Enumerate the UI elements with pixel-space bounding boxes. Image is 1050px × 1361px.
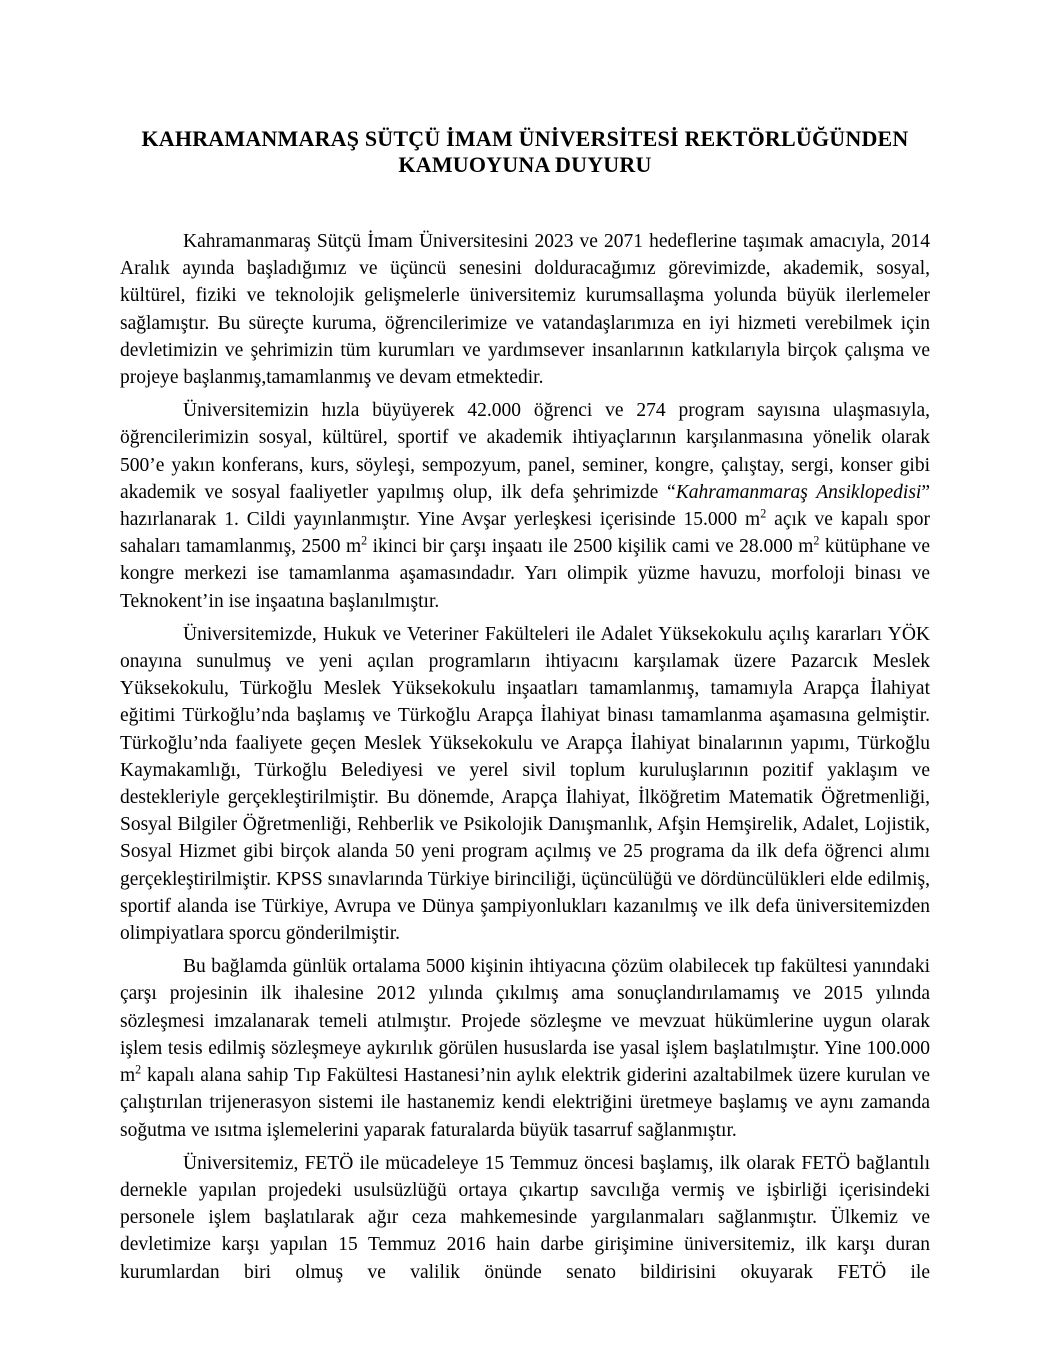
text-run: Üniversitemiz, FETÖ ile mücadeleye 15 Temmuz öncesi başlamış, ilk olarak FETÖ bağlantılı dernekle yapılan projedeki usulsüzlüğü ortaya çıkartıp savcılığa vermiş ve işbirliği içerisindeki personele işlem başlatılarak ağır ceza mahkemesinde yargılanmaları sağlanmıştır. Ülkemiz ve devletimize karşı yapılan 15 Temmuz 2016 hain darbe girişimine üniversitemiz, ilk karşı duran kurumlardan biri olmuş ve valilik önünde senato bildirisini okuyarak FETÖ ile bbox=[120, 1152, 930, 1283]
text-run: kapalı alana sahip Tıp Fakültesi Hastanesi’nin aylık elektrik giderini azaltabilmek üzere kurulan ve çalıştırılan trijenerasyon sistemi ile hastanemiz kendi elektriğini üretmeye başlamış ve aynı zamanda soğutma ve ısıtma işlemelerini yaparak faturalarda büyük tasarruf sağlanmıştır. bbox=[120, 1065, 930, 1141]
text-run: Bu bağlamda günlük ortalama 5000 kişinin ihtiyacına çözüm olabilecek tıp fakültesi yanındaki çarşı projesinin ilk ihalesine 2012 yılında çıkılmış ama sonuçlandırılamamış ve 2015 yılında sözleşmesi imzalanarak temeli atılmıştır. Projede sözleşme ve mevzuat hükümlerine uygun olarak işlem tesis edilmiş sözleşmeye aykırılık görülen hususlarda ise yasal işlem başlatılmıştır. Yine 100.000 m bbox=[120, 956, 930, 1087]
text-run-sup: 2 bbox=[813, 533, 820, 548]
text-run: Üniversitemizde, Hukuk ve Veteriner Fakülteleri ile Adalet Yüksekokulu açılış kararları YÖK onayına sunulmuş ve yeni açılan programların ihtiyacını karşılamak üzere Pazarcık Meslek Yüksekokulu, Türkoğlu Meslek Yüksekokulu inşaatları tamamlanmış, tamamıyla Arapça İlahiyat eğitimi Türkoğlu’nda başlamış ve Türkoğlu Arapça İlahiyat binası tamamlanma aşamasına gelmiştir. Türkoğlu’nda faaliyete geçen Meslek Yüksekokulu ve Arapça İlahiyat binalarının yapımı, Türkoğlu Kaymakamlığı, Türkoğlu Belediyesi ve yerel sivil toplum kuruluşlarının pozitif yaklaşım ve destekleriyle gerçekleştirilmiştir. Bu dönemde, Arapça İlahiyat, İlköğretim Matematik Öğretmenliği, Sosyal Bilgiler Öğretmenliği, Rehberlik ve Psikolojik Danışmanlık, Afşin Hemşirelik, Adalet, Lojistik, Sosyal Hizmet gibi birçok alanda 50 yeni program açılmış ve 25 programa da ilk defa öğrenci alımı gerçekleştirilmiştir. KPSS sınavlarında Türkiye birinciliği, üçüncülüğü ve dördüncülükleri elde edilmiş, sportif alanda ise Türkiye, Avrupa ve Dünya şampiyonlukları kazanılmış ve ilk defa üniversitemizden olimpiyatlara sporcu gönderilmiştir. bbox=[120, 623, 930, 945]
text-run-italic: Kahramanmaraş Ansiklopedisi bbox=[675, 481, 922, 503]
document-body bbox=[120, 228, 930, 1286]
document-title bbox=[120, 126, 930, 178]
text-run: ” hazırlanarak 1. Cildi yayınlanmıştır. Yine Avşar yerleşkesi içerisinde 15.000 m bbox=[120, 481, 930, 531]
title-line-1: KAHRAMANMARAŞ SÜTÇÜ İMAM ÜNİVERSİTESİ REKTÖRLÜĞÜNDEN bbox=[141, 126, 909, 151]
title-line-2: KAMUOYUNA DUYURU bbox=[398, 152, 652, 177]
text-run: ikinci bir çarşı inşaatı ile 2500 kişilik cami ve 28.000 m bbox=[367, 536, 814, 558]
paragraph bbox=[120, 621, 930, 947]
text-run-sup: 2 bbox=[135, 1062, 142, 1077]
paragraph bbox=[120, 953, 930, 1143]
paragraph bbox=[120, 228, 930, 391]
text-run-sup: 2 bbox=[361, 533, 368, 548]
text-run-sup: 2 bbox=[760, 506, 767, 521]
paragraph bbox=[120, 1150, 930, 1286]
text-run: Kahramanmaraş Sütçü İmam Üniversitesini 2023 ve 2071 hedeflerine taşımak amacıyla, 2014 Aralık ayında başladığımız ve üçüncü senesini dolduracağımız görevimizde, akademik, sosyal, kültürel, fiziki ve teknolojik gelişmelerle üniversitemiz kurumsallaşma yolunda büyük ilerlemeler sağlamıştır. Bu süreçte kuruma, öğrencilerimize ve vatandaşlarımıza en iyi hizmeti verebilmek için devletimizin ve şehrimizin tüm kurumları ve yardımsever insanlarının katkılarıyla birçok çalışma ve projeye başlanmış,tamamlanmış ve devam etmektedir. bbox=[120, 231, 930, 389]
paragraph bbox=[120, 397, 930, 615]
text-run: açık ve kapalı spor sahaları tamamlanmış, 2500 m bbox=[120, 509, 930, 558]
text-run: kütüphane ve kongre merkezi ise tamamlanma aşamasındadır. Yarı olimpik yüzme havuzu, morfoloji binası ve Teknokent’in ise inşaatına başlanılmıştır. bbox=[120, 536, 930, 612]
text-run: Üniversitemizin hızla büyüyerek 42.000 öğrenci ve 274 program sayısına ulaşmasıyla, öğrencilerimizin sosyal, kültürel, sportif ve akademik ihtiyaçlarının karşılanmasına yönelik olarak 500’e yakın konferans, kurs, söyleşi, sempozyum, panel, seminer, kongre, çalıştay, sergi, konser gibi akademik ve sosyal faaliyetler yapılmış olup, ilk defa şehrimizde “ bbox=[120, 400, 930, 503]
